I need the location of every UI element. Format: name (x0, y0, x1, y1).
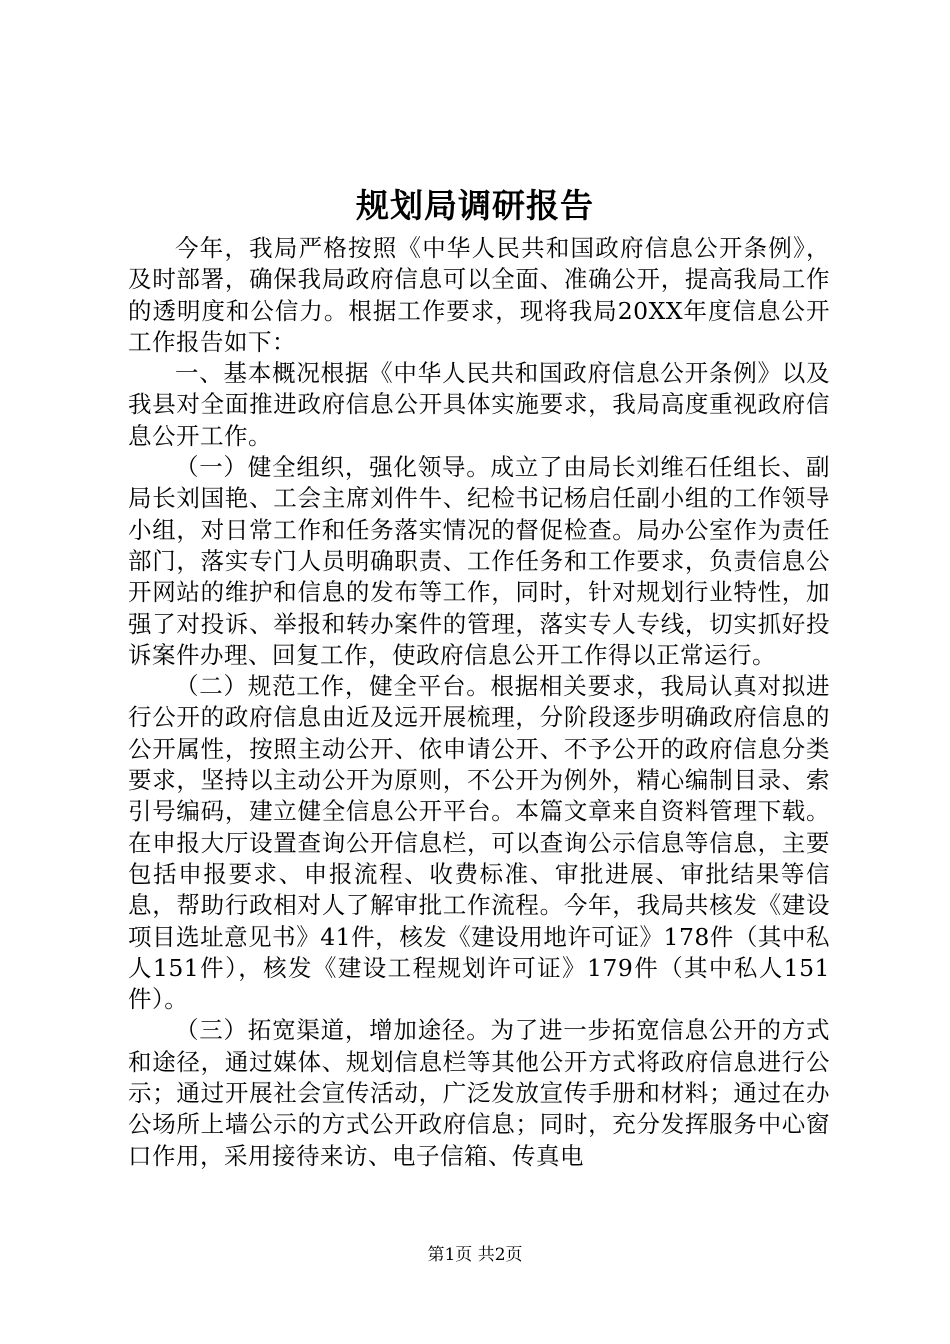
paragraph-overview: 一、基本概况根据《中华人民共和国政府信息公开条例》以及我县对全面推进政府信息公开具体实施要求，我局高度重视政府信息公开工作。 (128, 359, 830, 450)
paragraph-organization: （一）健全组织，强化领导。成立了由局长刘维石任组长、副局长刘国艳、工会主席刘件牛、纪检书记杨启任副小组的工作领导小组，对日常工作和任务落实情况的督促检查。局办公室作为责任部门，落实专门人员明确职责、工作任务和工作要求，负责信息公开网站的维护和信息的发布等工作，同时，针对规划行业特性，加强了对投诉、举报和转办案件的管理，落实专人专线，切实抓好投诉案件办理、回复工作，使政府信息公开工作得以正常运行。 (128, 453, 830, 669)
paragraph-channels: （三）拓宽渠道，增加途径。为了进一步拓宽信息公开的方式和途径，通过媒体、规划信息栏等其他公开方式将政府信息进行公示；通过开展社会宣传活动，广泛发放宣传手册和材料；通过在办公场所上墙公示的方式公开政府信息；同时，充分发挥服务中心窗口作用，采用接待来访、电子信箱、传真电 (128, 1016, 830, 1170)
paragraph-intro: 今年，我局严格按照《中华人民共和国政府信息公开条例》，及时部署，确保我局政府信息可以全面、准确公开，提高我局工作的透明度和公信力。根据工作要求，现将我局20XX年度信息公开工作报告如下： (128, 234, 830, 356)
document-body (128, 233, 830, 1172)
page-footer: 第1页 共2页 (427, 1245, 523, 1265)
paragraph-platform: （二）规范工作，健全平台。根据相关要求，我局认真对拟进行公开的政府信息由近及远开展梳理，分阶段逐步明确政府信息的公开属性，按照主动公开、依申请公开、不予公开的政府信息分类要求，坚持以主动公开为原则，不公开为例外，精心编制目录、索引号编码，建立健全信息公开平台。本篇文章来自资料管理下载。在申报大厅设置查询公开信息栏，可以查询公示信息等信息，主要包括申报要求、申报流程、收费标准、审批进展、审批结果等信息，帮助行政相对人了解审批工作流程。今年，我局共核发《建设项目选址意见书》41件，核发《建设用地许可证》178件（其中私人151件），核发《建设工程规划许可证》179件（其中私人151件）。 (128, 672, 830, 1014)
document-title: 规划局调研报告 (356, 186, 594, 225)
